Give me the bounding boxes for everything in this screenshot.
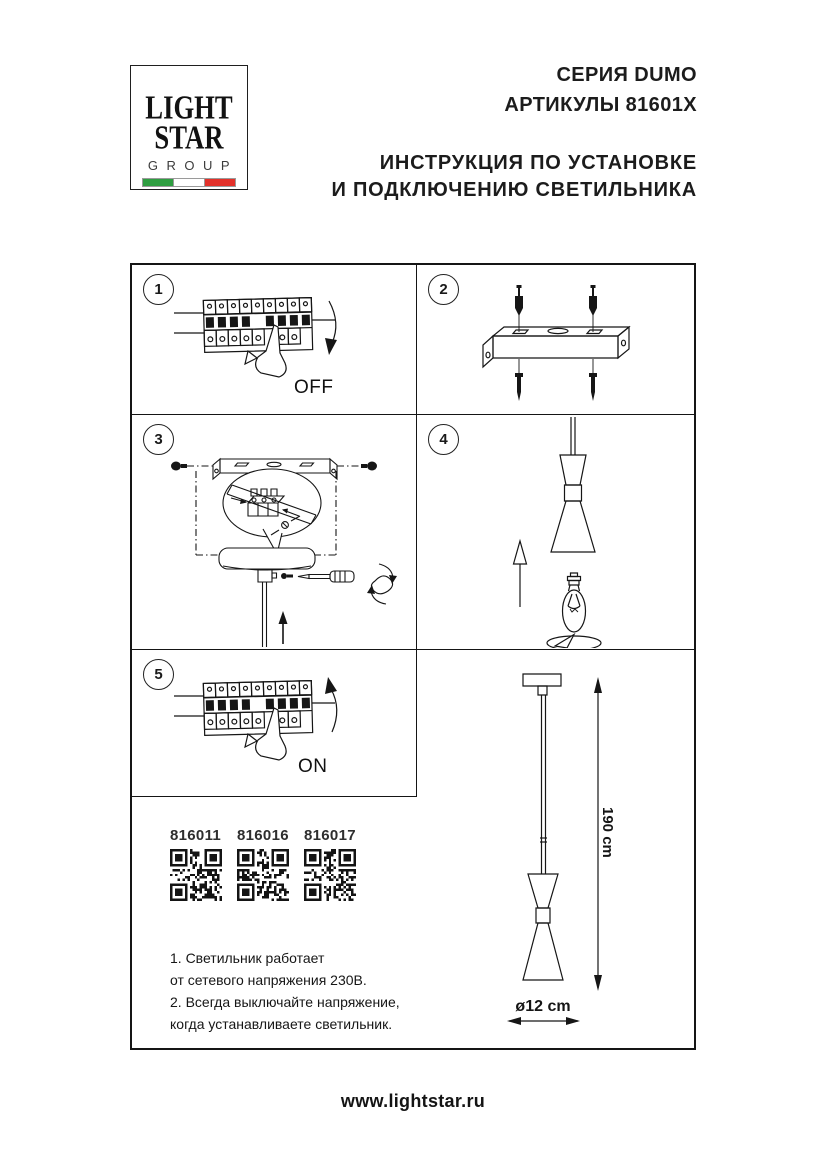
flag-green-segment <box>143 179 173 186</box>
article-code: 816016 <box>237 827 289 844</box>
step-1-panel <box>132 265 417 415</box>
qr-code <box>237 849 289 901</box>
instruction-title-line2: И ПОДКЛЮЧЕНИЮ СВЕТИЛЬНИКА <box>331 179 697 201</box>
diameter-dimension-label: ø12 cm <box>515 998 571 1015</box>
steps-grid <box>130 263 696 1050</box>
article-list <box>170 827 356 901</box>
lightstar-logo <box>130 65 248 190</box>
article-code: 816011 <box>170 827 222 844</box>
shade-and-bulb-illustration <box>417 415 694 648</box>
articles-and-notes-section <box>132 797 417 1048</box>
note-line: 1. Светильник работает <box>170 950 325 966</box>
step-4-number-badge: 4 <box>428 424 459 455</box>
step-2-number-badge: 2 <box>428 274 459 305</box>
step-1-number-badge: 1 <box>143 274 174 305</box>
article-item <box>237 827 289 901</box>
italian-flag-stripe <box>142 178 236 187</box>
qr-code <box>304 849 356 901</box>
flag-red-segment <box>205 179 235 186</box>
note-line: 2. Всегда выключайте напряжение, <box>170 994 400 1010</box>
instruction-title-line1: ИНСТРУКЦИЯ ПО УСТАНОВКЕ <box>379 152 697 174</box>
note-line: от сетевого напряжения 230В. <box>170 972 367 988</box>
step-5-panel <box>132 650 417 797</box>
article-item <box>304 827 356 901</box>
step-3-number-badge: 3 <box>143 424 174 455</box>
logo-line-light: LIGHT <box>145 87 233 127</box>
qr-code <box>170 849 222 901</box>
pendant-lamp-dimension-drawing <box>417 650 694 1048</box>
article-code: 816017 <box>304 827 356 844</box>
off-label: OFF <box>294 377 334 398</box>
article-item <box>170 827 222 901</box>
step-2-panel <box>417 265 694 415</box>
logo-line-group: GROUP <box>147 158 239 173</box>
safety-notes <box>170 947 400 1035</box>
on-label: ON <box>298 756 328 777</box>
articles-title: АРТИКУЛЫ 81601X <box>504 94 697 116</box>
step-4-panel <box>417 415 694 650</box>
mounting-bracket-screws-illustration <box>417 265 694 413</box>
step-5-number-badge: 5 <box>143 659 174 690</box>
step-3-panel <box>132 415 417 650</box>
logo-line-star: STAR <box>154 117 224 157</box>
note-line: когда устанавливаете светильник. <box>170 1016 393 1032</box>
height-dimension-label: 190 cm <box>599 807 616 858</box>
logo-wordmark <box>131 87 247 157</box>
wiring-and-canopy-illustration <box>132 415 417 648</box>
header-titles <box>331 62 697 204</box>
flag-white-segment <box>173 179 205 186</box>
lamp-dimensions-panel <box>417 650 694 1048</box>
instruction-title <box>331 150 697 204</box>
website-url: www.lightstar.ru <box>340 1091 486 1111</box>
series-title: СЕРИЯ DUMO <box>556 64 697 86</box>
